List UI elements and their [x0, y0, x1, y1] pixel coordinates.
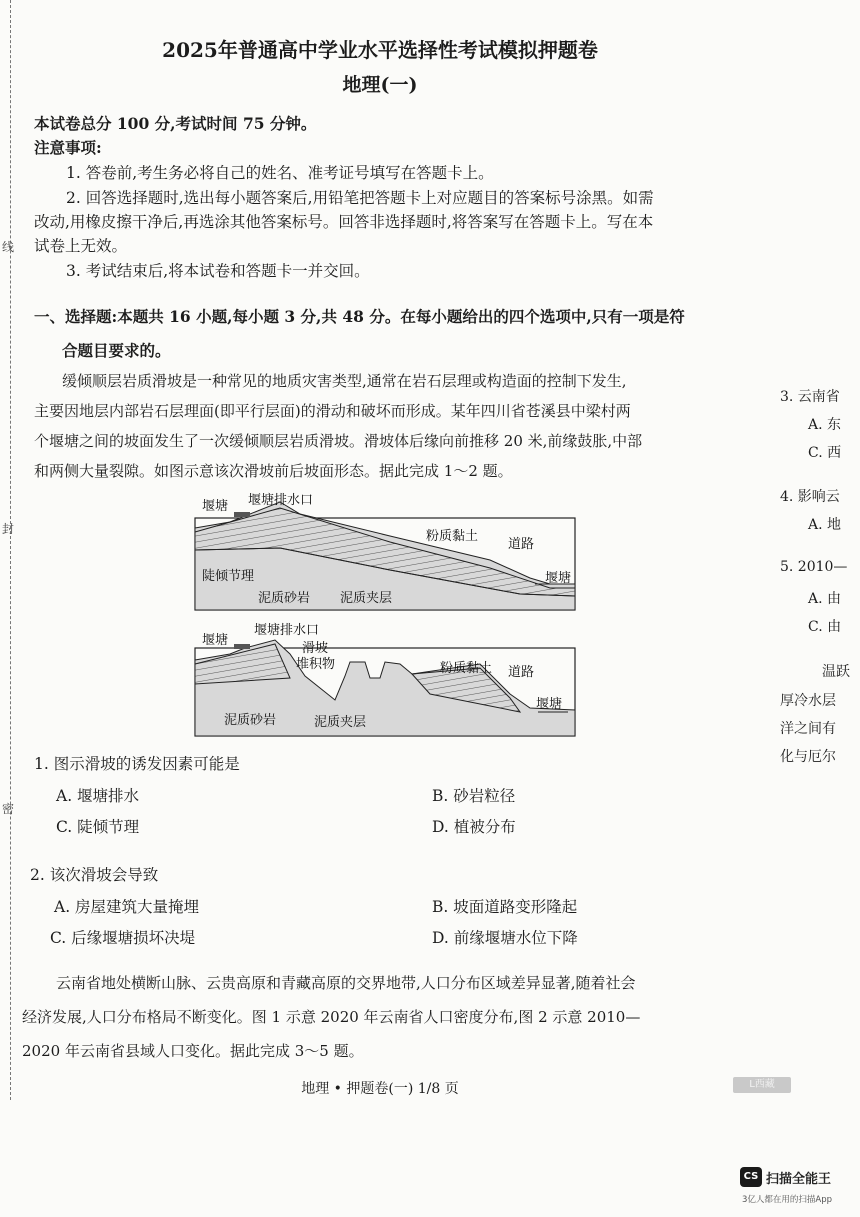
binding-char-seal: 封 — [2, 522, 15, 536]
region-badge: L西藏 — [733, 1077, 791, 1093]
note-2-c: 试卷上无效。 — [34, 237, 128, 255]
q1-option-b: B. 砂岩粒径 — [432, 787, 516, 805]
fig-top-pond-left: 堰塘 — [202, 499, 229, 514]
q2-stem: 2. 该次滑坡会导致 — [30, 866, 159, 884]
passage1-line1: 缓倾顺层岩质滑坡是一种常见的地质灾害类型,通常在岩石层理或构造面的控制下发生, — [62, 372, 627, 390]
landslide-figure — [190, 488, 580, 743]
notes-title: 注意事项: — [34, 138, 102, 157]
next-col-passage-4: 化与厄尔 — [780, 749, 836, 765]
q1-option-c: C. 陡倾节理 — [56, 818, 140, 836]
passage2-line2: 经济发展,人口分布格局不断变化。图 1 示意 2020 年云南省人口密度分布,图 2 示意 2010— — [22, 1008, 641, 1026]
section-heading-a: 一、选择题:本题共 16 小题,每小题 3 分,共 48 分。在每小题给出的四个选项中,只有一项是符 — [34, 307, 685, 326]
page-footer: 地理 • 押题卷(一) 1/8 页 — [301, 1081, 459, 1097]
fig-top-sandstone: 泥质砂岩 — [258, 591, 311, 606]
camscanner-tagline: 3亿人都在用的扫描App — [742, 1195, 833, 1205]
fig-top-pond-right: 堰塘 — [545, 571, 572, 586]
fig-bottom-pond-right: 堰塘 — [536, 697, 563, 712]
fig-bottom-deposit-1: 滑坡 — [302, 641, 329, 656]
fig-bottom-deposit-2: 堆积物 — [296, 657, 336, 672]
next-col-passage-2: 厚冷水层 — [780, 693, 836, 709]
note-2-a: 2. 回答选择题时,选出每小题答案后,用铅笔把答题卡上对应题目的答案标号涂黑。如需 — [66, 189, 654, 207]
binding-char-line: 线 — [2, 240, 15, 254]
camscanner-logo-icon: CS — [740, 1167, 762, 1187]
fig-bottom-pond-left: 堰塘 — [202, 633, 229, 648]
binding-char-secret: 密 — [2, 802, 15, 816]
passage1-line4: 和两侧大量裂隙。如图示意该次滑坡前后坡面形态。据此完成 1～2 题。 — [34, 462, 513, 480]
fig-bottom-silt: 粉质黏土 — [440, 661, 493, 676]
fig-bottom-outlet: 堰塘排水口 — [254, 623, 320, 638]
next-col-passage-1: 温跃 — [822, 664, 850, 680]
passage1-line3: 个堰塘之间的坡面发生了一次缓倾顺层岩质滑坡。滑坡体后缘向前推移 20 米,前缘鼓胀,中部 — [34, 432, 643, 450]
next-col-q4-a: A. 地 — [808, 517, 842, 533]
q2-option-a: A. 房屋建筑大量掩埋 — [54, 898, 200, 916]
note-3: 3. 考试结束后,将本试卷和答题卡一并交回。 — [66, 262, 370, 280]
next-col-q3: 3. 云南省 — [780, 389, 840, 405]
passage1-line2: 主要因地层内部岩石层理面(即平行层面)的滑动和破坏而形成。某年四川省苍溪县中梁村两 — [34, 402, 631, 420]
fig-top-silt: 粉质黏土 — [426, 529, 479, 544]
fig-bottom-interlayer: 泥质夹层 — [314, 715, 367, 730]
passage2-line3: 2020 年云南省县域人口变化。据此完成 3～5 题。 — [22, 1042, 364, 1060]
section-heading-b: 合题目要求的。 — [62, 341, 171, 360]
q1-option-d: D. 植被分布 — [432, 818, 516, 836]
q1-option-a: A. 堰塘排水 — [56, 787, 140, 805]
next-col-q5: 5. 2010— — [780, 559, 848, 575]
fig-top-road: 道路 — [508, 537, 535, 552]
score-time: 本试卷总分 100 分,考试时间 75 分钟。 — [34, 114, 317, 133]
fig-top-interlayer: 泥质夹层 — [340, 591, 393, 606]
q1-stem: 1. 图示滑坡的诱发因素可能是 — [34, 755, 240, 773]
next-col-q5-c: C. 由 — [808, 619, 842, 635]
q2-option-c: C. 后缘堰塘损坏决堤 — [50, 929, 196, 947]
next-col-q3-c: C. 西 — [808, 445, 842, 461]
fig-bottom-sandstone: 泥质砂岩 — [224, 713, 277, 728]
fig-top-joint: 陡倾节理 — [202, 569, 255, 584]
q2-option-d: D. 前缘堰塘水位下降 — [432, 929, 578, 947]
next-col-q3-a: A. 东 — [808, 417, 842, 433]
exam-subtitle: 地理(一) — [342, 74, 418, 96]
passage2-line1: 云南省地处横断山脉、云贵高原和青藏高原的交界地带,人口分布区域差异显著,随着社会 — [56, 974, 636, 992]
fig-bottom-road: 道路 — [508, 665, 535, 680]
next-col-passage-3: 洋之间有 — [780, 721, 836, 737]
binding-dashed-line — [0, 0, 11, 1100]
next-col-q4: 4. 影响云 — [780, 489, 840, 505]
next-col-q5-a: A. 由 — [808, 591, 842, 607]
q2-option-b: B. 坡面道路变形隆起 — [432, 898, 578, 916]
exam-title: 2025年普通高中学业水平选择性考试模拟押题卷 — [162, 38, 598, 62]
note-2-b: 改动,用橡皮擦干净后,再选涂其他答案标号。回答非选择题时,将答案写在答题卡上。写在本 — [34, 213, 654, 231]
note-1: 1. 答卷前,考生务必将自己的姓名、准考证号填写在答题卡上。 — [66, 164, 494, 182]
fig-top-outlet: 堰塘排水口 — [248, 493, 314, 508]
camscanner-name: 扫描全能王 — [766, 1172, 832, 1187]
